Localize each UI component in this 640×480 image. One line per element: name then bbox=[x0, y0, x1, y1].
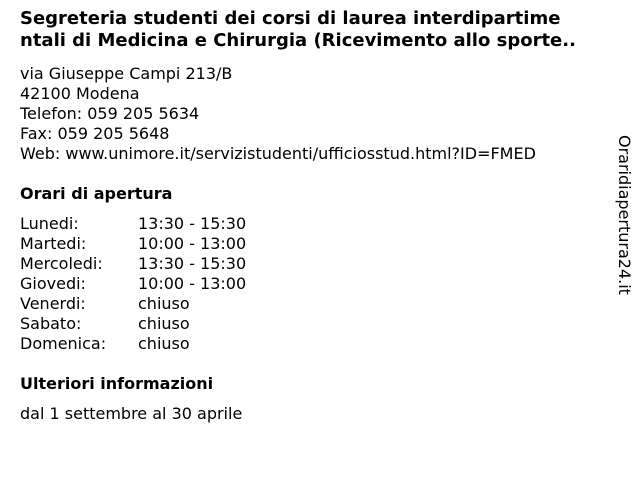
fax-number: Fax: 059 205 5648 bbox=[20, 124, 170, 143]
day-hours: chiuso bbox=[138, 314, 190, 333]
additional-info-text: dal 1 settembre al 30 aprile bbox=[20, 404, 243, 423]
day-hours: 10:00 - 13:00 bbox=[138, 274, 247, 293]
day-label: Giovedi: bbox=[20, 274, 86, 293]
title-line-1: Segreteria studenti dei corsi di laurea interdipartime bbox=[20, 8, 561, 29]
day-label: Venerdi: bbox=[20, 294, 86, 313]
title-line-2: ntali di Medicina e Chirurgia (Ricevimento allo sporte.. bbox=[20, 30, 576, 51]
day-hours: 13:30 - 15:30 bbox=[138, 254, 247, 273]
street-address: via Giuseppe Campi 213/B bbox=[20, 64, 233, 83]
website-url: Web: www.unimore.it/servizistudenti/ufficiosstud.html?ID=FMED bbox=[20, 144, 536, 163]
day-hours: chiuso bbox=[138, 294, 190, 313]
day-label: Lunedi: bbox=[20, 214, 79, 233]
page-title bbox=[20, 8, 620, 52]
opening-hours-heading: Orari di apertura bbox=[20, 184, 173, 203]
day-hours: 10:00 - 13:00 bbox=[138, 234, 247, 253]
site-watermark: Oraridiapertura24.it bbox=[615, 135, 634, 295]
city-postal: 42100 Modena bbox=[20, 84, 140, 103]
day-label: Mercoledi: bbox=[20, 254, 103, 273]
address-block bbox=[20, 64, 536, 164]
day-label: Domenica: bbox=[20, 334, 107, 353]
phone-number: Telefon: 059 205 5634 bbox=[20, 104, 200, 123]
day-hours: chiuso bbox=[138, 334, 190, 353]
day-label: Martedi: bbox=[20, 234, 87, 253]
day-label: Sabato: bbox=[20, 314, 82, 333]
additional-info-heading: Ulteriori informazioni bbox=[20, 374, 214, 393]
day-hours: 13:30 - 15:30 bbox=[138, 214, 247, 233]
